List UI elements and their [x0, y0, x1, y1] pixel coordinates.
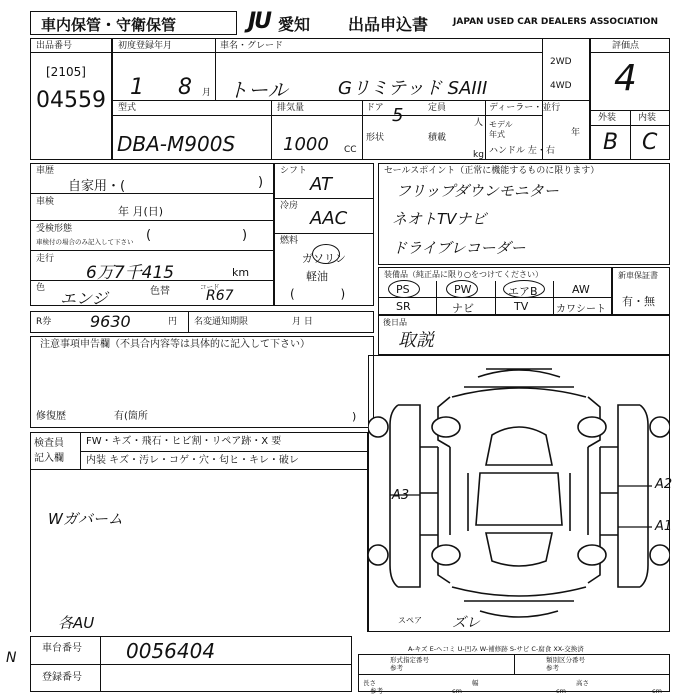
recycle-value: 9630	[90, 312, 131, 331]
drive-2wd: 2WD	[550, 57, 572, 67]
sales-point-line-1: フリップダウンモニター	[396, 182, 559, 200]
handle-label: ハンドル 左・右	[489, 146, 555, 156]
month-unit: 月	[202, 88, 212, 98]
fuel-gas: ガソリン	[302, 252, 346, 265]
ac-value: AAC	[310, 208, 348, 229]
notes-label: 注意事項申告欄（不具合内容等は具体的に記入して下さい）	[40, 339, 310, 350]
inspector-note-1: Wガバーム	[48, 510, 123, 528]
exterior-label: 外装	[598, 113, 617, 123]
cert-label: 形式指定番号 参考	[390, 656, 429, 672]
model-code: DBA-M900S	[117, 132, 236, 156]
damage-mark-a2: A2	[655, 477, 673, 492]
reg-change-ym: 月 日	[292, 317, 313, 327]
equip-ps: PS	[396, 283, 410, 296]
height-label: 高さ	[576, 679, 589, 687]
repair-paren-close: )	[352, 410, 357, 423]
after-day-value: 取説	[398, 330, 434, 351]
vehicle-name-label: 車名・グレード	[220, 41, 284, 51]
inspector-note-2: 各AU	[58, 614, 95, 632]
color-label: 色	[36, 283, 46, 293]
equipment-label: 装備品（純正品に限り○をつけてください）	[384, 270, 543, 279]
warranty-options: 有・無	[622, 295, 655, 308]
history-paren-close: )	[258, 175, 264, 190]
equip-aw: AW	[572, 283, 590, 296]
mileage-label: 走行	[36, 254, 55, 264]
color-change-label: 色替	[150, 286, 170, 297]
interior-label: 内装	[638, 113, 657, 123]
sales-point-line-3: ドライブレコーダー	[392, 239, 526, 257]
equip-sr: SR	[396, 300, 411, 313]
model-label: 型式	[118, 103, 137, 113]
left-margin-mark: N	[6, 650, 17, 666]
storage-label: 車内保管・守衛保管	[41, 16, 177, 34]
remarks-area	[30, 470, 368, 632]
inspector-label: 検査員 記入欄	[34, 438, 64, 464]
width-label: 幅	[472, 679, 479, 687]
fuel-parens: ( )	[290, 287, 346, 301]
load-label: 積載	[428, 133, 447, 143]
year-unit: 年	[571, 128, 581, 138]
sales-point-line-2: ネオトTVナビ	[392, 210, 487, 228]
fuel-circle-mark	[312, 244, 340, 264]
spare-label: スペア	[398, 616, 422, 625]
interior-grade: C	[642, 130, 658, 155]
inspection-label: 車検	[36, 197, 55, 207]
chassis-label: 車台番号	[42, 643, 82, 654]
length-label: 長さ	[363, 679, 376, 687]
height-cm: cm	[652, 687, 662, 695]
damage-legend: A-キズ E-ヘコミ U-凹み W-補修跡 S-サビ C-腐食 XX-交換済	[408, 645, 584, 653]
acceptance-parens: ( )	[146, 228, 248, 243]
form-title: 出品申込書	[348, 15, 429, 34]
equip-airbag-circle	[503, 280, 545, 298]
vehicle-name: トール	[228, 78, 288, 102]
inspection-ym: 年 月(日)	[118, 205, 164, 218]
org-logo: JU	[248, 9, 271, 34]
shift-value: AT	[310, 174, 332, 195]
model-year-label: モデル 年式	[489, 120, 513, 139]
exterior-grade: B	[603, 130, 619, 155]
ac-label: 冷房	[280, 201, 299, 211]
rating-label: 評価点	[612, 41, 640, 51]
shape-label: 形状	[366, 133, 385, 143]
mileage-value: 6万7千415	[86, 263, 175, 283]
after-day-label: 後日品	[383, 318, 407, 327]
person-unit: 人	[474, 118, 484, 128]
class-label: 類別区分番号 参考	[546, 656, 585, 672]
cc-unit: CC	[344, 145, 357, 155]
length-cm: cm	[452, 687, 462, 695]
width-cm: cm	[556, 687, 566, 695]
inspector-row-1: FW・キズ・飛石・ヒビ割・リペア跡・X 要	[86, 436, 282, 447]
warranty-label: 新車保証書	[618, 271, 658, 280]
equip-tv: TV	[514, 300, 529, 313]
fuel-diesel: 軽油	[306, 270, 328, 283]
vehicle-grade: Gリミテッド SAIII	[338, 78, 488, 99]
recycle-label: R券	[36, 317, 52, 327]
reg-number-label: 登録番号	[42, 672, 82, 683]
door-count: 5	[392, 105, 404, 126]
history-label: 車歴	[36, 166, 55, 176]
sales-points-label: セールスポイント（正常に機能するものに限ります）	[384, 166, 600, 176]
equip-leather: カワシート	[556, 304, 606, 315]
repair-label: 修復歴	[36, 411, 66, 422]
spare-value: ズレ	[452, 615, 480, 631]
lot-number: 04559	[36, 88, 106, 113]
association-name: JAPAN USED CAR DEALERS ASSOCIATION	[453, 17, 658, 27]
equip-pw-circle	[446, 280, 478, 298]
chassis-value: 0056404	[126, 639, 216, 663]
shift-label: シフト	[280, 166, 308, 176]
color-code-label: コード	[200, 283, 220, 291]
displacement: 1000	[283, 134, 329, 155]
dealer-label: ディーラー・並行	[489, 103, 561, 113]
displacement-label: 排気量	[277, 103, 305, 113]
equip-airbag: エアB	[508, 285, 538, 298]
reg-change-label: 名変通知期限	[194, 317, 249, 327]
storage-label-box	[30, 11, 237, 35]
lot-sub-number: [2105]	[46, 65, 86, 79]
yen-unit: 円	[168, 317, 178, 327]
equip-navi: ナビ	[452, 302, 474, 315]
lot-number-label: 出品番号	[36, 41, 73, 51]
color-code: R67	[206, 288, 234, 304]
damage-mark-a1: A1	[655, 519, 673, 534]
capacity-label: 定員	[428, 103, 447, 113]
km-unit: km	[232, 266, 250, 279]
fuel-label: 燃料	[280, 236, 299, 246]
repair-value: 有(箇所	[114, 411, 148, 422]
history-value: 自家用・(	[68, 179, 126, 194]
car-diagram	[368, 355, 673, 632]
equip-ps-circle	[388, 280, 420, 298]
equip-pw: PW	[454, 283, 472, 296]
inspector-row-2: 内装 キズ・汚レ・コゲ・穴・匂ヒ・キレ・破レ	[86, 455, 299, 466]
damage-mark-a3: A3	[392, 488, 410, 503]
drive-4wd: 4WD	[550, 81, 572, 91]
acceptance-label: 受検形態	[36, 224, 73, 234]
ref-label: 参考	[370, 687, 383, 695]
kg-unit: kg	[473, 150, 484, 160]
first-reg-label: 初度登録年月	[118, 41, 173, 51]
rating-value: 4	[614, 58, 637, 99]
color-value: エンジ	[60, 289, 108, 308]
acceptance-note: 車検付の場合のみ記入して下さい	[36, 238, 134, 246]
door-label: ドア	[366, 103, 384, 113]
org-name: 愛知	[278, 15, 311, 34]
first-reg-year: 1	[130, 75, 144, 100]
first-reg-month: 8	[178, 75, 192, 100]
